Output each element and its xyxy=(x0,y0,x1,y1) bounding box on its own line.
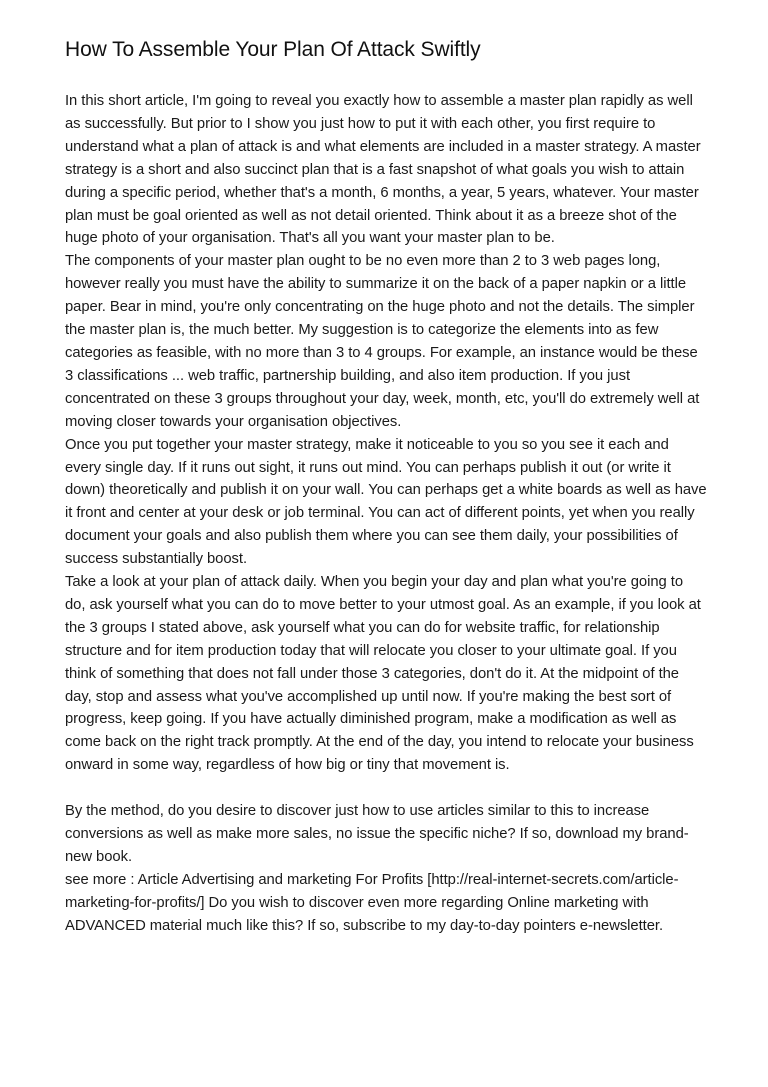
page-title: How To Assemble Your Plan Of Attack Swiftly xyxy=(65,38,481,61)
paragraph-spacer xyxy=(65,777,707,800)
paragraph-offer: By the method, do you desire to discover just how to use articles similar to this to increase conversions as well as make more sales, no issue the specific niche? If so, download my brand-new book. xyxy=(65,803,689,865)
paragraph-components: The components of your master plan ought to be no even more than 2 to 3 web pages long, however really you must have the ability to summarize it on the back of a paper napkin or a little paper. Bear in mind, you're only concentrating on the huge photo and not the details. The simpler the master plan is, the much better. My suggestion is to categorize the elements into as few categories as feasible, with no more than 3 to 4 groups. For example, an instance would be these 3 classifications ... web traffic, partnership building, and also item production. If you just concentrated on these 3 groups throughout your day, week, month, etc, you'll do extremely well at moving closer towards your organisation objectives. xyxy=(65,253,700,430)
paragraph-intro: In this short article, I'm going to reveal you exactly how to assemble a master plan rapidly as well as successfully. But prior to I show you just how to put it with each other, you first require to understand what a plan of attack is and what elements are included in a master strategy. A master strategy is a short and also succinct plan that is a fast snapshot of what goals you wish to attain during a specific period, whether that's a month, 6 months, a year, 5 years, whatever. Your master plan must be goal oriented as well as not detail oriented. Think about it as a breeze shot of the huge photo of your organisation. That's all you want your master plan to be. xyxy=(65,93,701,247)
paragraph-daily-review: Take a look at your plan of attack daily. When you begin your day and plan what you're going to do, ask yourself what you can do to move better to your utmost goal. As an example, if you look at the 3 groups I stated above, ask yourself what you can do for website traffic, for relationship structure and for item production today that will relocate you closer to your ultimate goal. If you think of something that does not fall under those 3 categories, don't do it. At the midpoint of the day, stop and assess what you've accomplished up until now. If you're making the best sort of progress, keep going. If you have actually diminished program, make a modification as well as come back on the right track promptly. At the end of the day, you intend to relocate your business onward in some way, regardless of how big or tiny that movement is. xyxy=(65,574,701,774)
paragraph-see-more: see more : Article Advertising and marketing For Profits [http://real-internet-secrets.com/article-marketing-for-profits/] Do you wish to discover even more regarding Online marketing with ADVANCED material much like this? If so, subscribe to my day-to-day pointers e-newsletter. xyxy=(65,871,679,934)
article-body xyxy=(65,90,707,938)
paragraph-visibility: Once you put together your master strategy, make it noticeable to you so you see it each and every single day. If it runs out sight, it runs out mind. You can perhaps publish it out (or write it down) theoretically and publish it on your wall. You can perhaps get a white boards as well as have it front and center at your desk or job terminal. You can act of different points, yet when you really document your goals and also publish them where you can see them daily, your possibilities of success substantially boost. xyxy=(65,436,707,568)
